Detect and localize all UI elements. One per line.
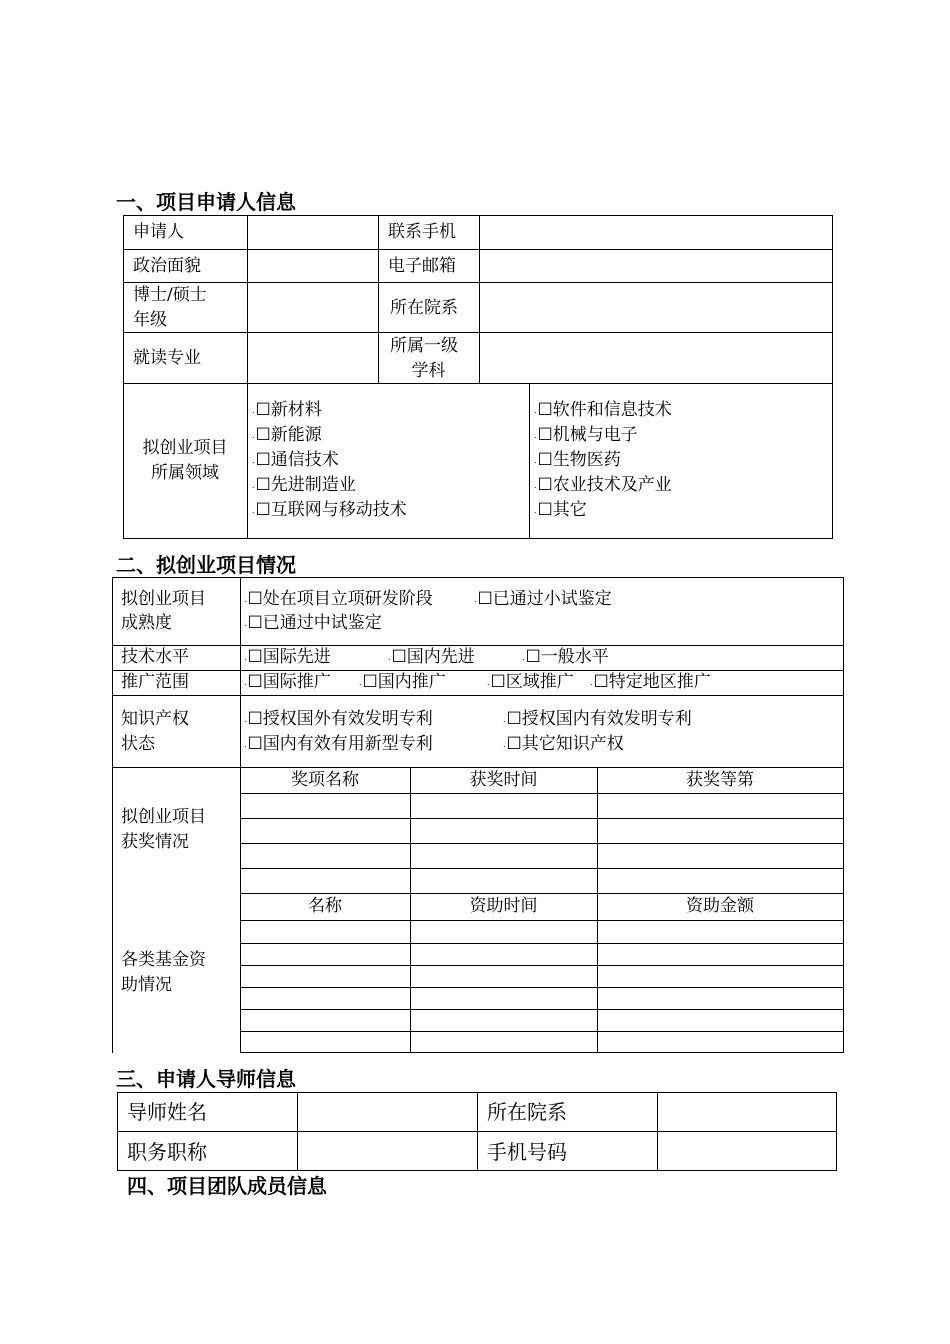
label-discipline-b: 学科 <box>411 361 446 381</box>
ip-option[interactable]: .☐授权国内有效发明专利 <box>503 709 692 729</box>
label-advisor-phone: 手机号码 <box>487 1140 567 1164</box>
label-email: 电子邮箱 <box>388 256 456 276</box>
advisor-department-input[interactable] <box>658 1093 836 1130</box>
field-option[interactable]: .☐先进制造业 <box>252 475 356 495</box>
promo-option[interactable]: .☐国际推广 <box>244 672 331 692</box>
label-major: 就读专业 <box>133 348 201 368</box>
field-option[interactable]: .☐互联网与移动技术 <box>252 500 407 520</box>
department-input[interactable] <box>480 283 832 331</box>
label-mobile: 联系手机 <box>388 222 456 242</box>
field-option[interactable]: .☐其它 <box>534 500 587 520</box>
discipline-input[interactable] <box>480 333 832 382</box>
political-status-input[interactable] <box>248 250 377 281</box>
promo-option[interactable]: .☐国内推广 <box>359 672 446 692</box>
degree-grade-input[interactable] <box>248 283 377 331</box>
awards-header-name: 奖项名称 <box>291 770 359 790</box>
field-option[interactable]: .☐机械与电子 <box>534 425 638 445</box>
ip-option[interactable]: .☐其它知识产权 <box>503 734 624 754</box>
funds-header-amount: 资助金额 <box>686 896 754 916</box>
label-advisor-title: 职务职称 <box>127 1140 207 1164</box>
field-option[interactable]: .☐新能源 <box>252 425 322 445</box>
tech-option[interactable]: .☐一般水平 <box>522 647 609 667</box>
section-3-title: 三、申请人导师信息 <box>116 1067 296 1091</box>
label-department: 所在院系 <box>390 298 458 318</box>
awards-header-time: 获奖时间 <box>469 770 538 790</box>
mobile-input[interactable] <box>480 216 832 248</box>
section-1-title: 一、项目申请人信息 <box>116 190 296 214</box>
label-tech-level: 技术水平 <box>121 647 189 667</box>
field-option[interactable]: .☐生物医药 <box>534 450 621 470</box>
funds-header-name: 名称 <box>308 896 342 916</box>
email-input[interactable] <box>480 250 832 281</box>
awards-header-rank: 获奖等第 <box>686 770 754 790</box>
tech-option[interactable]: .☐国内先进 <box>388 647 475 667</box>
label-grade: 年级 <box>133 310 167 330</box>
field-option[interactable]: .☐通信技术 <box>252 450 339 470</box>
ip-option[interactable]: .☐授权国外有效发明专利 <box>244 709 433 729</box>
tech-option[interactable]: .☐国际先进 <box>244 647 331 667</box>
label-applicant: 申请人 <box>133 222 184 242</box>
field-option[interactable]: .☐新材料 <box>252 400 322 420</box>
field-option[interactable]: .☐软件和信息技术 <box>534 400 672 420</box>
section-4-title: 四、项目团队成员信息 <box>127 1174 327 1198</box>
label-promotion: 推广范围 <box>121 672 189 692</box>
maturity-option[interactable]: .☐已通过小试鉴定 <box>474 589 612 609</box>
label-discipline-a: 所属一级 <box>390 336 458 356</box>
label-ip-a: 知识产权 <box>121 709 189 729</box>
label-awards-a: 拟创业项目 <box>121 807 206 827</box>
advisor-phone-input[interactable] <box>658 1132 836 1170</box>
promo-option[interactable]: .☐特定地区推广 <box>590 672 711 692</box>
label-field-a: 拟创业项目 <box>142 438 228 458</box>
field-option[interactable]: .☐农业技术及产业 <box>534 475 672 495</box>
label-ip-b: 状态 <box>121 734 155 754</box>
label-funds-b: 助情况 <box>121 975 172 995</box>
label-advisor-name: 导师姓名 <box>127 1100 207 1124</box>
label-maturity-a: 拟创业项目 <box>121 589 206 609</box>
promo-option[interactable]: .☐区域推广 <box>487 672 574 692</box>
funds-header-time: 资助时间 <box>469 896 538 916</box>
section-2-title: 二、拟创业项目情况 <box>116 553 296 577</box>
maturity-option[interactable]: .☐处在项目立项研发阶段 <box>244 589 433 609</box>
ip-option[interactable]: .☐国内有效有用新型专利 <box>244 734 433 754</box>
label-awards-b: 获奖情况 <box>121 832 189 852</box>
label-degree: 博士/硕士 <box>133 285 207 305</box>
label-field-b: 所属领域 <box>151 463 219 483</box>
advisor-name-input[interactable] <box>298 1093 476 1130</box>
label-funds-a: 各类基金资 <box>121 950 206 970</box>
label-political-status: 政治面貌 <box>133 256 201 276</box>
label-maturity-b: 成熟度 <box>121 613 172 633</box>
maturity-option[interactable]: .☐已通过中试鉴定 <box>244 613 382 633</box>
advisor-title-input[interactable] <box>298 1132 476 1170</box>
applicant-input[interactable] <box>248 216 377 248</box>
label-advisor-department: 所在院系 <box>487 1100 567 1124</box>
major-input[interactable] <box>248 333 377 382</box>
